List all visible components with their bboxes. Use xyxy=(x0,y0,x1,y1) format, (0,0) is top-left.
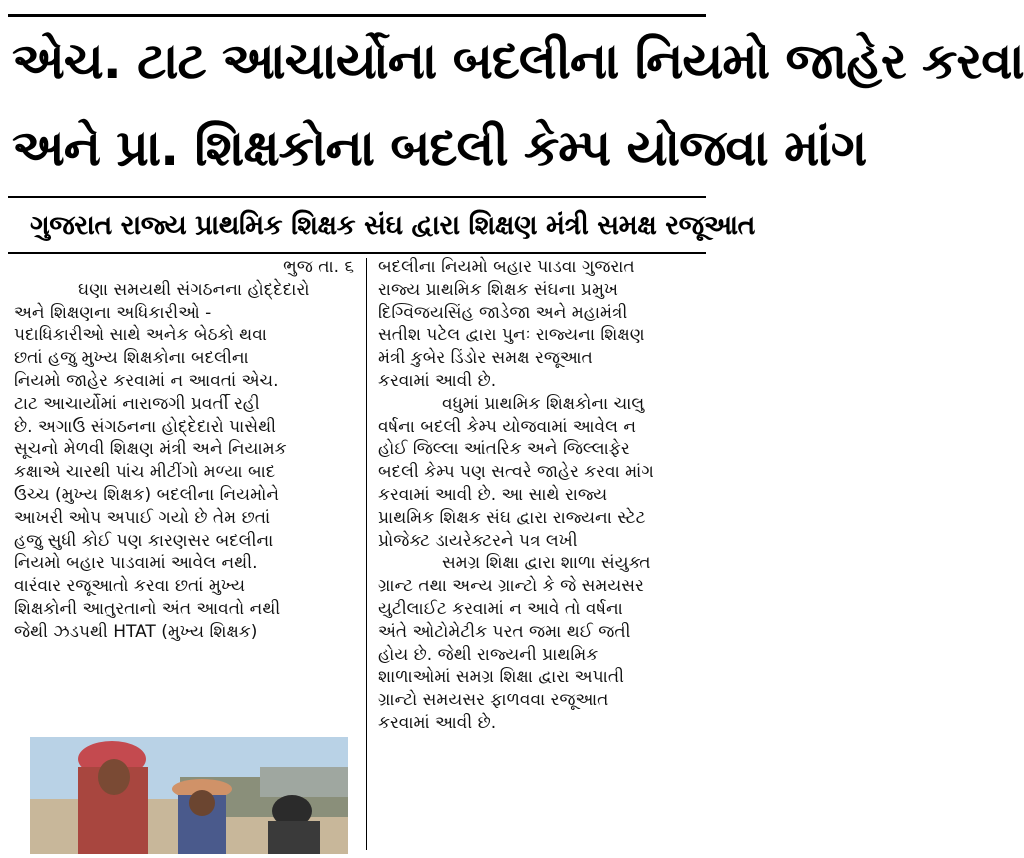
body-line: અને શિક્ષણના અધિકારીઓ - xyxy=(14,302,212,323)
body-line: પદાધિકારીઓ સાથે અનેક બેઠકો થવા xyxy=(14,325,267,346)
body-line: ઉચ્ચ (મુખ્ય શિક્ષક) બદલીના નિયમોને xyxy=(14,484,280,505)
left-column xyxy=(14,256,362,644)
column-divider xyxy=(366,258,367,850)
body-line: કરવામાં આવી છે. આ સાથે રાજ્ય xyxy=(378,484,608,505)
headline-line-1: એચ. ટાટ આચાર્યોના બદલીના નિયમો જાહેર કરવા xyxy=(12,32,1024,90)
body-line: છતાં હજુ મુખ્ય શિક્ષકોના બદલીના xyxy=(14,348,249,369)
body-line: દિગ્વિજયસિંહ જાડેજા અને મહામંત્રી xyxy=(378,302,628,323)
body-line: ગ્રાન્ટ તથા અન્ય ગ્રાન્ટો કે જે સમયસર xyxy=(378,576,644,597)
body-line: બદલી કેમ્પ પણ સત્વરે જાહેર કરવા માંગ xyxy=(378,462,654,483)
body-line: રાજ્ય પ્રાથમિક શિક્ષક સંઘના પ્રમુખ xyxy=(378,279,618,300)
body-line: યુટીલાઈટ કરવામાં ન આવે તો વર્ષના xyxy=(378,598,623,619)
body-line: ગ્રાન્ટો સમયસર ફાળવવા રજૂઆત xyxy=(378,690,609,711)
body-line: હોય છે. જેથી રાજ્યની પ્રાથમિક xyxy=(378,644,599,665)
body-line: નિયમો જાહેર કરવામાં ન આવતાં એચ. xyxy=(14,370,279,391)
body-line: પ્રોજેક્ટ ડાયરેક્ટરને પત્ર લખી xyxy=(378,530,578,551)
body-line: કરવામાં આવી છે. xyxy=(378,370,497,391)
subheadline-rule xyxy=(8,252,706,254)
body-line: વારંવાર રજૂઆતો કરવા છતાં મુખ્ય xyxy=(14,576,246,597)
headline-line-2: અને પ્રા. શિક્ષકોના બદલી કેમ્પ યોજવા માંગ xyxy=(12,119,867,177)
body-line: સમગ્ર શિક્ષા દ્વારા શાળા સંયુક્ત xyxy=(442,553,651,574)
body-line: હજુ સુધી કોઈ પણ કારણસર બદલીના xyxy=(14,530,274,551)
right-column xyxy=(378,256,704,735)
body-line: ઘણા સમયથી સંગઠનના હોદ્દેદારો xyxy=(78,279,310,300)
dateline: ભુજ તા. ૬ xyxy=(283,257,354,277)
body-line: પ્રાથમિક શિક્ષક સંઘ દ્વારા રાજ્યના સ્ટેટ xyxy=(378,507,646,528)
body-line: હોઈ જિલ્લા આંતરિક અને જિલ્લાફેર xyxy=(378,439,630,460)
body-line: બદલીના નિયમો બહાર પાડવા ગુજરાત xyxy=(378,257,635,277)
body-line: મંત્રી કુબેર ડિંડોર સમક્ષ રજૂઆત xyxy=(378,348,593,369)
body-line: આખરી ઓપ અપાઈ ગયો છે તેમ છતાં xyxy=(14,507,271,528)
body-line: નિયમો બહાર પાડવામાં આવેલ નથી. xyxy=(14,553,258,574)
photo-illustration xyxy=(30,737,348,854)
subheadline: ગુજરાત રાજ્ય પ્રાથમિક શિક્ષક સંઘ દ્વારા શિક્ષણ મંત્રી સમક્ષ રજૂઆત xyxy=(30,210,755,241)
body-line: સૂચનો મેળવી શિક્ષણ મંત્રી અને નિયામક xyxy=(14,439,287,460)
body-line: અંતે ઓટોમેટીક પરત જમા થઈ જતી xyxy=(378,621,631,642)
news-photo xyxy=(30,737,348,854)
body-line: ટાટ આચાર્યોમાં નારાજગી પ્રવર્તી રહી xyxy=(14,393,260,414)
body-line: જેથી ઝડપથી HTAT (મુખ્ય શિક્ષક) xyxy=(14,621,258,642)
body-line: કક્ષાએ ચારથી પાંચ મીટીંગો મળ્યા બાદ xyxy=(14,462,276,483)
body-line: શિક્ષકોની આતુરતાનો અંત આવતો નથી xyxy=(14,598,281,619)
body-line: છે. અગાઉ સંગઠનના હોદ્દેદારો પાસેથી xyxy=(14,416,277,437)
body-line: સતીશ પટેલ દ્વારા પુનઃ રાજ્યના શિક્ષણ xyxy=(378,325,645,346)
body-line: વર્ષના બદલી કેમ્પ યોજવામાં આવેલ ન xyxy=(378,416,637,437)
top-rule xyxy=(8,14,706,17)
body-line: શાળાઓમાં સમગ્ર શિક્ષા દ્વારા અપાતી xyxy=(378,667,624,688)
body-line: કરવામાં આવી છે. xyxy=(378,712,497,733)
body-line: વધુમાં પ્રાથમિક શિક્ષકોના ચાલુ xyxy=(442,393,645,414)
headline-rule xyxy=(8,196,706,198)
